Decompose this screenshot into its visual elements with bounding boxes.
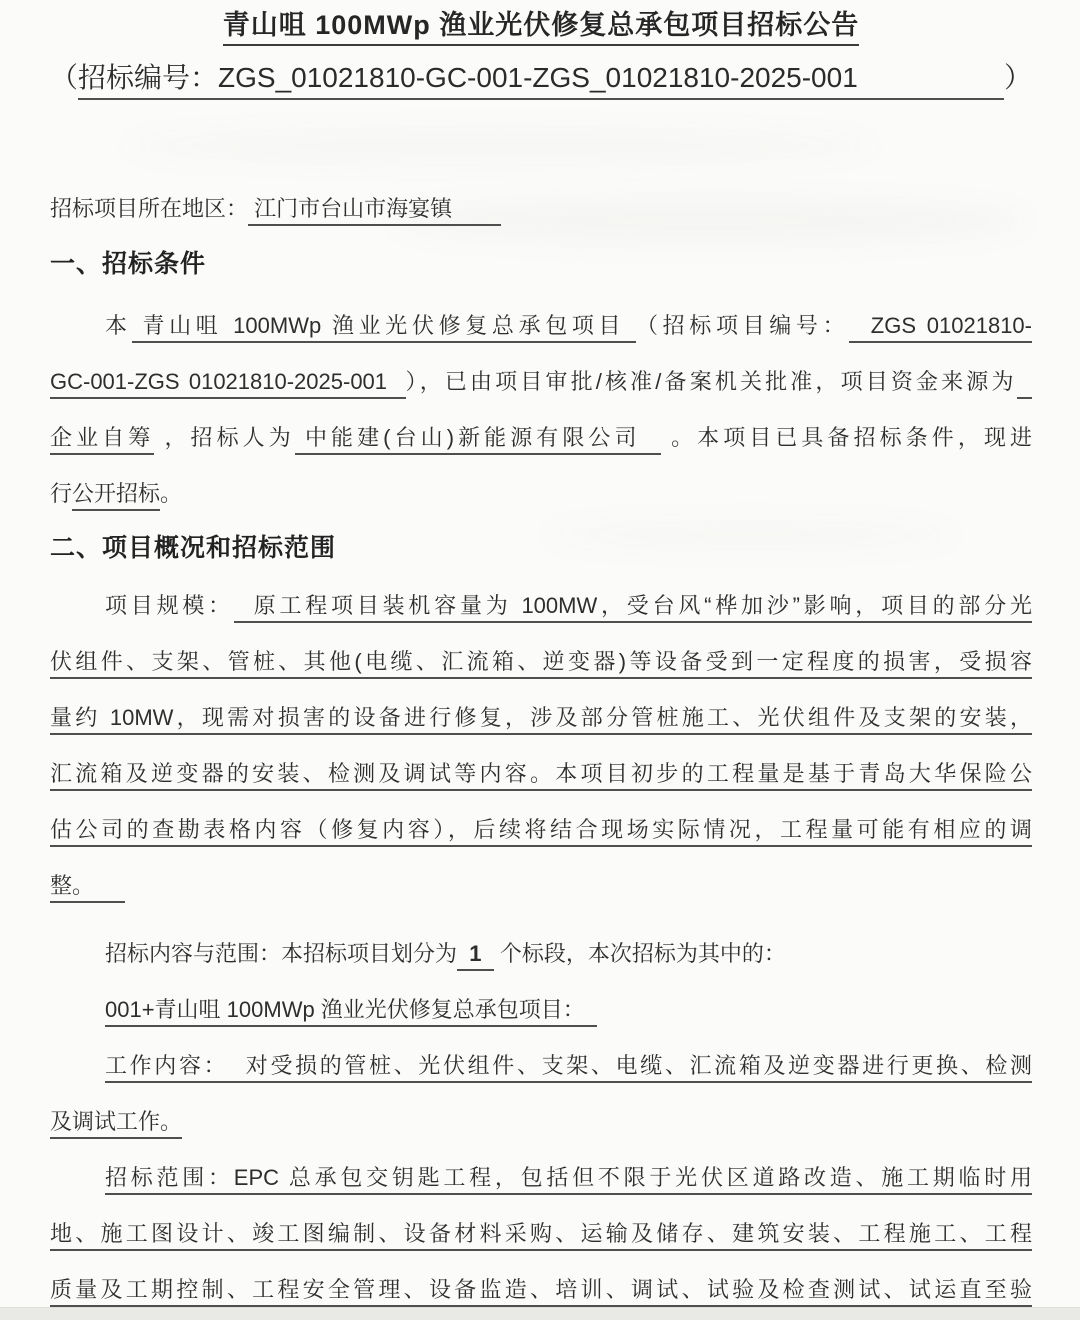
section-heading-2 (50, 530, 1032, 566)
underlined-text: GC-001-ZGS 01021810-2025-001 (50, 369, 406, 399)
underlined-text: 及调试工作。 (50, 1109, 182, 1139)
underlined-text: 整。 (50, 873, 125, 903)
underlined-text: 1 (457, 941, 494, 971)
underlined-text: 江门市台山市海宴镇 (248, 196, 501, 226)
doc-line (50, 298, 1032, 354)
doc-line (50, 746, 1032, 802)
text-run: 。本项目已具备招标条件，现进 (660, 425, 1032, 450)
text-run: （ (50, 62, 79, 93)
text-run: 个标段，本次招标为其中的： (493, 941, 786, 966)
text-run: 一、招标条件 (50, 250, 207, 278)
text-run: ），已由项目审批/核准/备案机关批准，项目资金来源为 (405, 369, 1017, 394)
tender-number-line (50, 56, 1032, 100)
text-run: 。 (160, 481, 183, 506)
section-heading-1 (50, 246, 1032, 282)
text-run: 项目规模： (105, 593, 234, 618)
page-edge-shadow (0, 1307, 1080, 1320)
doc-line (50, 1150, 1032, 1206)
doc-line (50, 982, 1032, 1038)
doc-title (50, 4, 1032, 46)
text-run: 二、项目概况和招标范围 (50, 534, 337, 562)
doc-line (50, 1038, 1032, 1094)
doc-line (50, 634, 1032, 690)
text-run: 招标项目所在地区： (50, 196, 249, 221)
doc-line (50, 1206, 1032, 1262)
doc-line (50, 802, 1032, 858)
underlined-text: 伏组件、支架、管桩、其他(电缆、汇流箱、逆变器)等设备受到一定程度的损害，受损容 (50, 649, 1032, 679)
underlined-text: 青山咀 100MWp 渔业光伏修复总承包项目 (132, 313, 636, 343)
doc-line (50, 466, 1032, 522)
underlined-text: 001+青山咀 100MWp 渔业光伏修复总承包项目： (105, 997, 597, 1027)
underlined-text: 质量及工期控制、工程安全管理、设备监造、培训、调试、试验及检查测试、试运直至验 (50, 1277, 1032, 1307)
text-run: ，招标人为 (154, 425, 295, 450)
underlined-text: 量约 10MW，现需对损害的设备进行修复，涉及部分管桩施工、光伏组件及支架的安装， (50, 705, 1032, 735)
location-line (50, 194, 1032, 224)
doc-line (50, 578, 1032, 634)
underlined-text: 招标范围：EPC 总承包交钥匙工程，包括但不限于光伏区道路改造、施工期临时用 (105, 1165, 1032, 1195)
text-run: ） (1003, 62, 1032, 93)
text-run: 本 (105, 313, 132, 338)
doc-line (50, 410, 1032, 466)
underlined-text (1017, 369, 1032, 399)
text-run: 招标内容与范围：本招标项目划分为 (105, 941, 458, 966)
underlined-text: 地、施工图设计、竣工图编制、设备材料采购、运输及储存、建筑安装、工程施工、工程 (50, 1221, 1032, 1251)
text-run: 行 (50, 481, 73, 506)
underlined-text: 招标编号：ZGS_01021810-GC-001-ZGS_01021810-2025-001 (78, 56, 1004, 100)
underlined-text: 青山咀 100MWp 渔业光伏修复总承包项目招标公告 (223, 10, 860, 46)
underlined-text: 工作内容： 对受损的管桩、光伏组件、支架、电缆、汇流箱及逆变器进行更换、检测 (105, 1053, 1032, 1083)
doc-line (50, 354, 1032, 410)
underlined-text: 中能建(台山)新能源有限公司 (295, 425, 661, 455)
doc-line (50, 926, 1032, 982)
underlined-text: ZGS 01021810- (849, 313, 1032, 343)
underlined-text: 原工程项目装机容量为 100MW，受台风“桦加沙”影响，项目的部分光 (234, 593, 1032, 623)
underlined-text: 汇流箱及逆变器的安装、检测及调试等内容。本项目初步的工程量是基于青岛大华保险公 (50, 761, 1032, 791)
text-run: （招标项目编号： (635, 313, 850, 338)
underlined-text: 估公司的查勘表格内容（修复内容），后续将结合现场实际情况，工程量可能有相应的调 (50, 817, 1032, 847)
doc-line (50, 1094, 1032, 1150)
underlined-text: 企业自筹 (50, 425, 154, 455)
underlined-text: 公开招标 (72, 481, 160, 511)
doc-line (50, 690, 1032, 746)
doc-line (50, 858, 1032, 914)
